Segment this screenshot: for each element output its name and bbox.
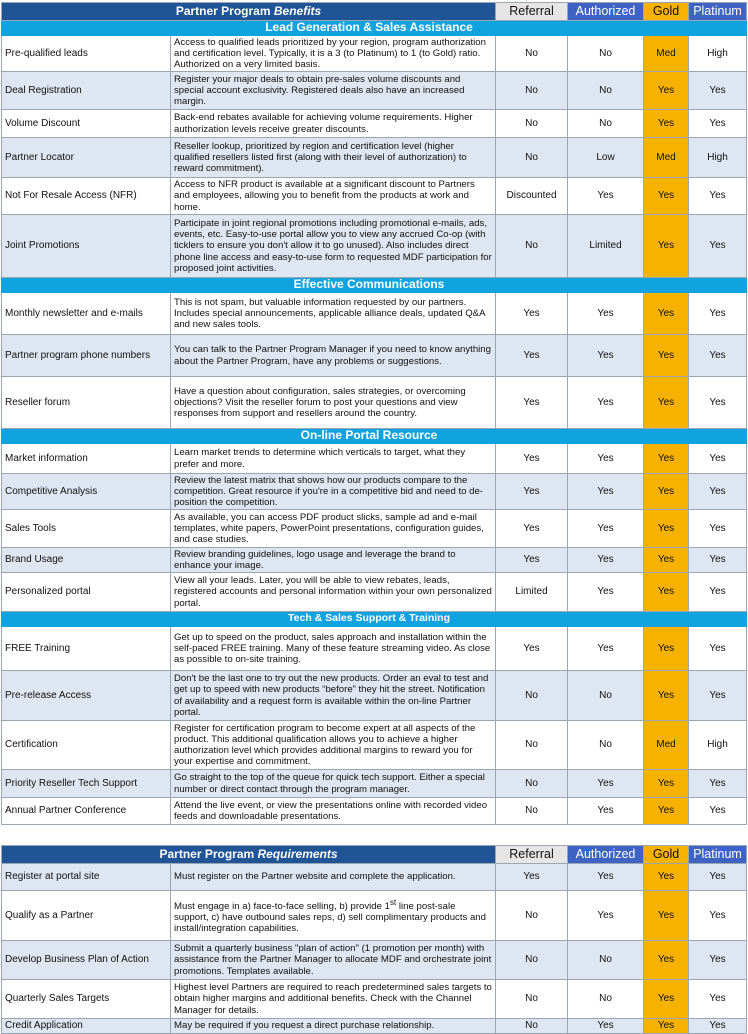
row-description: As available, you can access PDF product slicks, sample ad and e-mail templates, white papers, PowerPoint presentations, configuration guides, and case studies. [171, 510, 496, 548]
table-row [2, 671, 747, 721]
value-gold: Yes [644, 798, 689, 825]
row-name: Deal Registration [2, 72, 171, 110]
value-gold: Yes [644, 178, 689, 215]
row-name: Annual Partner Conference [2, 798, 171, 825]
value-platinum: Yes [689, 335, 747, 377]
benefits-table-body [2, 3, 747, 825]
table-row [2, 941, 747, 980]
row-description: May be required if you request a direct purchase relationship. [171, 1019, 496, 1034]
value-authorized: Yes [568, 335, 644, 377]
table-row [2, 110, 747, 138]
value-authorized: Yes [568, 474, 644, 510]
value-authorized: No [568, 36, 644, 72]
value-gold: Yes [644, 770, 689, 798]
value-gold: Yes [644, 215, 689, 278]
value-referral: No [496, 138, 568, 178]
row-name: Joint Promotions [2, 215, 171, 278]
table-row [2, 215, 747, 278]
value-platinum: High [689, 36, 747, 72]
row-name: Reseller forum [2, 377, 171, 429]
row-description: Get up to speed on the product, sales approach and installation within the self-paced FREE training. Many of these feature streaming video. As close as possible to on-site training. [171, 627, 496, 671]
value-referral: Yes [496, 510, 568, 548]
value-authorized: No [568, 110, 644, 138]
requirements-column-header-authorized: Authorized [568, 846, 644, 864]
section-heading-spacer [2, 21, 171, 36]
value-gold: Yes [644, 335, 689, 377]
row-description: Participate in joint regional promotions including promotional e-mails, ads, events, etc. Easy-to-use portal allow you to view any accrued Co-op (with ticklers to ensure you don't allow it to go unused). Also includes direct phone line access and easy-to-use form to requested MDF participation for proposed joint activities. [171, 215, 496, 278]
table-row [2, 444, 747, 474]
benefits-title [2, 3, 496, 21]
row-description: Back-end rebates available for achieving volume requirements. Higher authorization levels receive greater discounts. [171, 110, 496, 138]
section-heading-fill [689, 429, 747, 444]
value-platinum: Yes [689, 891, 747, 941]
requirements-table [1, 845, 747, 1034]
value-authorized: Limited [568, 215, 644, 278]
value-gold: Yes [644, 110, 689, 138]
value-referral: Yes [496, 864, 568, 891]
value-gold: Yes [644, 891, 689, 941]
value-platinum: Yes [689, 444, 747, 474]
value-referral: Yes [496, 548, 568, 573]
benefits-column-header-gold: Gold [644, 3, 689, 21]
benefits-column-header-platinum: Platinum [689, 3, 747, 21]
value-gold: Med [644, 138, 689, 178]
value-platinum: Yes [689, 377, 747, 429]
table-row [2, 335, 747, 377]
value-gold: Yes [644, 293, 689, 335]
row-description: Learn market trends to determine which verticals to target, what they prefer and more. [171, 444, 496, 474]
table-row [2, 798, 747, 825]
section-heading-row [2, 429, 747, 444]
value-gold: Yes [644, 548, 689, 573]
value-authorized: Yes [568, 627, 644, 671]
value-referral: Yes [496, 627, 568, 671]
value-referral: Yes [496, 293, 568, 335]
value-authorized: Yes [568, 444, 644, 474]
value-platinum: High [689, 721, 747, 770]
table-row [2, 178, 747, 215]
value-platinum: Yes [689, 510, 747, 548]
benefits-column-header-authorized: Authorized [568, 3, 644, 21]
value-authorized: Yes [568, 573, 644, 612]
row-description: Reseller lookup, prioritized by region and certification level (higher qualified resellers listed first (along with their level of authorization) to reward commitment). [171, 138, 496, 178]
value-gold: Yes [644, 864, 689, 891]
value-platinum: Yes [689, 110, 747, 138]
value-referral: No [496, 770, 568, 798]
value-gold: Yes [644, 627, 689, 671]
value-referral: No [496, 891, 568, 941]
value-platinum: Yes [689, 215, 747, 278]
row-description: Must register on the Partner website and complete the application. [171, 864, 496, 891]
value-platinum: Yes [689, 178, 747, 215]
benefits-title-plain: Partner Program [175, 3, 274, 18]
value-referral: Yes [496, 335, 568, 377]
value-gold: Yes [644, 980, 689, 1019]
row-description: Attend the live event, or view the presentations online with recorded video feeds and downloadable presentations. [171, 798, 496, 825]
section-heading-fill [568, 21, 644, 36]
table-row [2, 293, 747, 335]
value-referral: No [496, 671, 568, 721]
row-name: Not For Resale Access (NFR) [2, 178, 171, 215]
value-referral: No [496, 721, 568, 770]
table-row [2, 864, 747, 891]
value-platinum: Yes [689, 798, 747, 825]
value-referral: No [496, 798, 568, 825]
row-name: Sales Tools [2, 510, 171, 548]
table-row [2, 474, 747, 510]
value-authorized: No [568, 980, 644, 1019]
row-name: Brand Usage [2, 548, 171, 573]
value-platinum: Yes [689, 671, 747, 721]
value-referral: Yes [496, 377, 568, 429]
section-heading-row [2, 612, 747, 627]
value-authorized: Yes [568, 1019, 644, 1034]
value-gold: Yes [644, 72, 689, 110]
section-heading: Lead Generation & Sales Assistance [171, 21, 568, 36]
value-authorized: Low [568, 138, 644, 178]
section-heading: On-line Portal Resource [171, 429, 568, 444]
value-gold: Yes [644, 510, 689, 548]
row-description: Register for certification program to become expert at all aspects of the product. This additional qualification allows you to achieve a higher authorization level which provides additional margins to reward you for your expertise and commitment. [171, 721, 496, 770]
benefits-header-row [2, 3, 747, 21]
section-heading-fill [689, 612, 747, 627]
requirements-title [2, 846, 496, 864]
section-heading-spacer [2, 429, 171, 444]
value-authorized: Yes [568, 377, 644, 429]
value-gold: Yes [644, 474, 689, 510]
row-name: Partner Locator [2, 138, 171, 178]
section-heading-fill [644, 278, 689, 293]
table-row [2, 891, 747, 941]
value-referral: Discounted [496, 178, 568, 215]
value-authorized: No [568, 671, 644, 721]
value-referral: No [496, 980, 568, 1019]
row-name: Personalized portal [2, 573, 171, 612]
row-description: This is not spam, but valuable information requested by our partners. Includes special announcements, applicable alliance deals, updated Q&A and new sales tools. [171, 293, 496, 335]
row-name: Competitive Analysis [2, 474, 171, 510]
row-description: Access to qualified leads prioritized by your region, program authorization and certification level. Typically, it is a 3 (to Platinum) to 1 (to Gold) ratio. Authorized on a very limited basis. [171, 36, 496, 72]
row-name: Monthly newsletter and e-mails [2, 293, 171, 335]
section-heading-fill [568, 612, 644, 627]
value-referral: No [496, 36, 568, 72]
row-name: Priority Reseller Tech Support [2, 770, 171, 798]
value-platinum: Yes [689, 72, 747, 110]
value-gold: Yes [644, 1019, 689, 1034]
benefits-table [1, 2, 747, 825]
benefits-title-italic: Benefits [273, 3, 322, 18]
section-heading-fill [644, 429, 689, 444]
value-authorized: Yes [568, 770, 644, 798]
row-name: Qualify as a Partner [2, 891, 171, 941]
table-row [2, 980, 747, 1019]
table-row [2, 36, 747, 72]
value-platinum: Yes [689, 770, 747, 798]
row-name: FREE Training [2, 627, 171, 671]
row-description: Register your major deals to obtain pre-sales volume discounts and special account exclusivity. Registered deals also have an increased margin. [171, 72, 496, 110]
value-platinum: Yes [689, 627, 747, 671]
row-description: Highest level Partners are required to reach predetermined sales targets to obtain higher margins and additional benefits. Check with the Channel Manager for details. [171, 980, 496, 1019]
value-gold: Med [644, 36, 689, 72]
value-authorized: No [568, 941, 644, 980]
row-name: Pre-release Access [2, 671, 171, 721]
row-description: Review the latest matrix that shows how our products compare to the competition. Great resource if you're in a competitive bid and need to de-position the competition. [171, 474, 496, 510]
section-heading-row [2, 21, 747, 36]
row-name: Pre-qualified leads [2, 36, 171, 72]
requirements-header-row [2, 846, 747, 864]
section-heading-fill [644, 612, 689, 627]
section-heading-row [2, 278, 747, 293]
value-authorized: No [568, 72, 644, 110]
value-platinum: Yes [689, 474, 747, 510]
value-referral: No [496, 1019, 568, 1034]
row-description: Have a question about configuration, sales strategies, or overcoming objections? Visit the reseller forum to post your questions and view responses from support and resellers around the country. [171, 377, 496, 429]
value-gold: Yes [644, 671, 689, 721]
value-platinum: Yes [689, 980, 747, 1019]
value-platinum: Yes [689, 941, 747, 980]
row-description: You can talk to the Partner Program Manager if you need to know anything about the Partner Program, have any problems or suggestions. [171, 335, 496, 377]
row-description: Must engage in a) face-to-face selling, b) provide 1st line post-sale support, c) have outbound sales reps, d) sell complimentary products and install/integration capabilities. [171, 891, 496, 941]
section-heading: Effective Communications [171, 278, 568, 293]
value-platinum: Yes [689, 573, 747, 612]
table-row [2, 548, 747, 573]
value-platinum: Yes [689, 864, 747, 891]
value-referral: No [496, 215, 568, 278]
row-name: Certification [2, 721, 171, 770]
benefits-column-header-referral: Referral [496, 3, 568, 21]
table-row [2, 721, 747, 770]
value-platinum: Yes [689, 1019, 747, 1034]
table-row [2, 510, 747, 548]
value-platinum: Yes [689, 293, 747, 335]
section-heading-fill [689, 21, 747, 36]
value-gold: Med [644, 721, 689, 770]
section-heading: Tech & Sales Support & Training [171, 612, 568, 627]
value-authorized: Yes [568, 548, 644, 573]
value-referral: Yes [496, 474, 568, 510]
value-gold: Yes [644, 573, 689, 612]
value-authorized: Yes [568, 798, 644, 825]
row-description: Go straight to the top of the queue for quick tech support. Either a special number or direct contact through the program manager. [171, 770, 496, 798]
requirements-column-header-referral: Referral [496, 846, 568, 864]
row-name: Credit Application [2, 1019, 171, 1034]
row-name: Volume Discount [2, 110, 171, 138]
table-row [2, 377, 747, 429]
value-authorized: Yes [568, 510, 644, 548]
value-referral: No [496, 941, 568, 980]
requirements-title-italic: Requirements [257, 846, 338, 861]
section-heading-spacer [2, 278, 171, 293]
value-authorized: No [568, 721, 644, 770]
row-name: Register at portal site [2, 864, 171, 891]
section-heading-spacer [2, 612, 171, 627]
row-description: View all your leads. Later, you will be able to view rebates, leads, registered accounts and personal information within your own personalized portal. [171, 573, 496, 612]
row-name: Quarterly Sales Targets [2, 980, 171, 1019]
table-row [2, 627, 747, 671]
value-authorized: Yes [568, 891, 644, 941]
table-row [2, 1019, 747, 1034]
section-heading-fill [689, 278, 747, 293]
row-description: Access to NFR product is available at a significant discount to Partners and employees, allowing you to benefit from the products at work and home. [171, 178, 496, 215]
row-name: Market information [2, 444, 171, 474]
row-description: Submit a quarterly business "plan of action" (1 promotion per month) with assistance from the Partner Manager to allocate MDF and orchestrate joint promotions. Templates available. [171, 941, 496, 980]
row-description: Don't be the last one to try out the new products. Order an eval to test and get up to speed with new products “before” they hit the street. Notification of availability and a request form is available within the on-line Partner portal. [171, 671, 496, 721]
section-heading-fill [568, 429, 644, 444]
table-row [2, 573, 747, 612]
table-row [2, 770, 747, 798]
row-description: Review branding guidelines, logo usage and leverage the brand to enhance your image. [171, 548, 496, 573]
requirements-table-body [2, 846, 747, 1034]
value-authorized: Yes [568, 864, 644, 891]
value-gold: Yes [644, 941, 689, 980]
table-row [2, 138, 747, 178]
value-referral: No [496, 72, 568, 110]
requirements-title-plain: Partner Program [159, 846, 258, 861]
section-heading-fill [568, 278, 644, 293]
value-platinum: High [689, 138, 747, 178]
table-row [2, 72, 747, 110]
value-platinum: Yes [689, 548, 747, 573]
value-authorized: Yes [568, 178, 644, 215]
requirements-column-header-gold: Gold [644, 846, 689, 864]
row-name: Partner program phone numbers [2, 335, 171, 377]
value-referral: No [496, 110, 568, 138]
value-gold: Yes [644, 377, 689, 429]
row-name: Develop Business Plan of Action [2, 941, 171, 980]
requirements-column-header-platinum: Platinum [689, 846, 747, 864]
value-referral: Yes [496, 444, 568, 474]
value-gold: Yes [644, 444, 689, 474]
section-heading-fill [644, 21, 689, 36]
value-authorized: Yes [568, 293, 644, 335]
value-referral: Limited [496, 573, 568, 612]
